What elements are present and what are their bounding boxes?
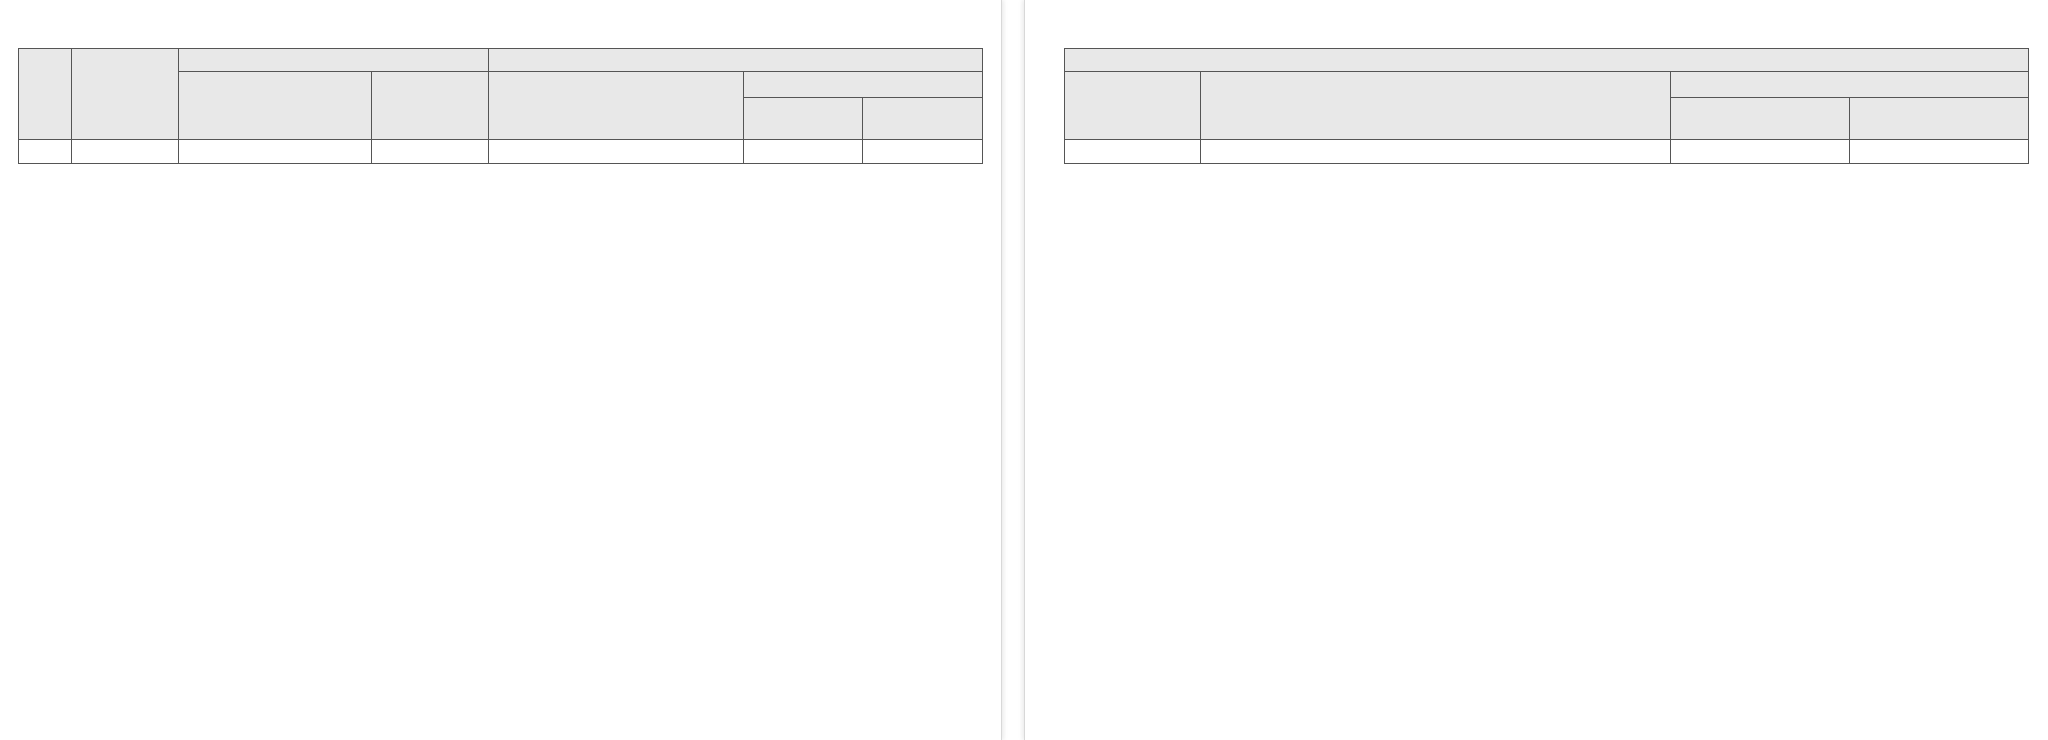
header-theory-group	[489, 49, 983, 72]
header-practice-group	[1065, 49, 2029, 72]
header-instructed-group	[179, 49, 489, 72]
header-signature-group	[744, 72, 983, 98]
column-number	[1671, 140, 1850, 164]
header-signature-group	[1671, 72, 2029, 98]
right-journal-table	[1064, 48, 2029, 164]
header-sig-instructed	[744, 98, 863, 140]
left-journal-table	[18, 48, 983, 164]
column-number	[1850, 140, 2029, 164]
header-instructor-info	[1201, 72, 1671, 140]
header-briefing-type	[72, 49, 179, 140]
header-instructed-name	[179, 72, 372, 140]
column-number	[19, 140, 72, 164]
column-number	[744, 140, 863, 164]
spiral-binding	[990, 0, 1058, 740]
column-number	[179, 140, 372, 164]
header-date	[1065, 72, 1201, 140]
header-instructor-info	[489, 72, 744, 140]
column-number	[72, 140, 179, 164]
column-number	[863, 140, 983, 164]
header-date	[19, 49, 72, 140]
column-number	[1065, 140, 1201, 164]
header-profession	[372, 72, 489, 140]
header-sig-instructor	[1850, 98, 2029, 140]
header-sig-instructor	[863, 98, 983, 140]
column-number	[489, 140, 744, 164]
column-number	[1201, 140, 1671, 164]
column-number	[372, 140, 489, 164]
header-sig-instructed	[1671, 98, 1850, 140]
